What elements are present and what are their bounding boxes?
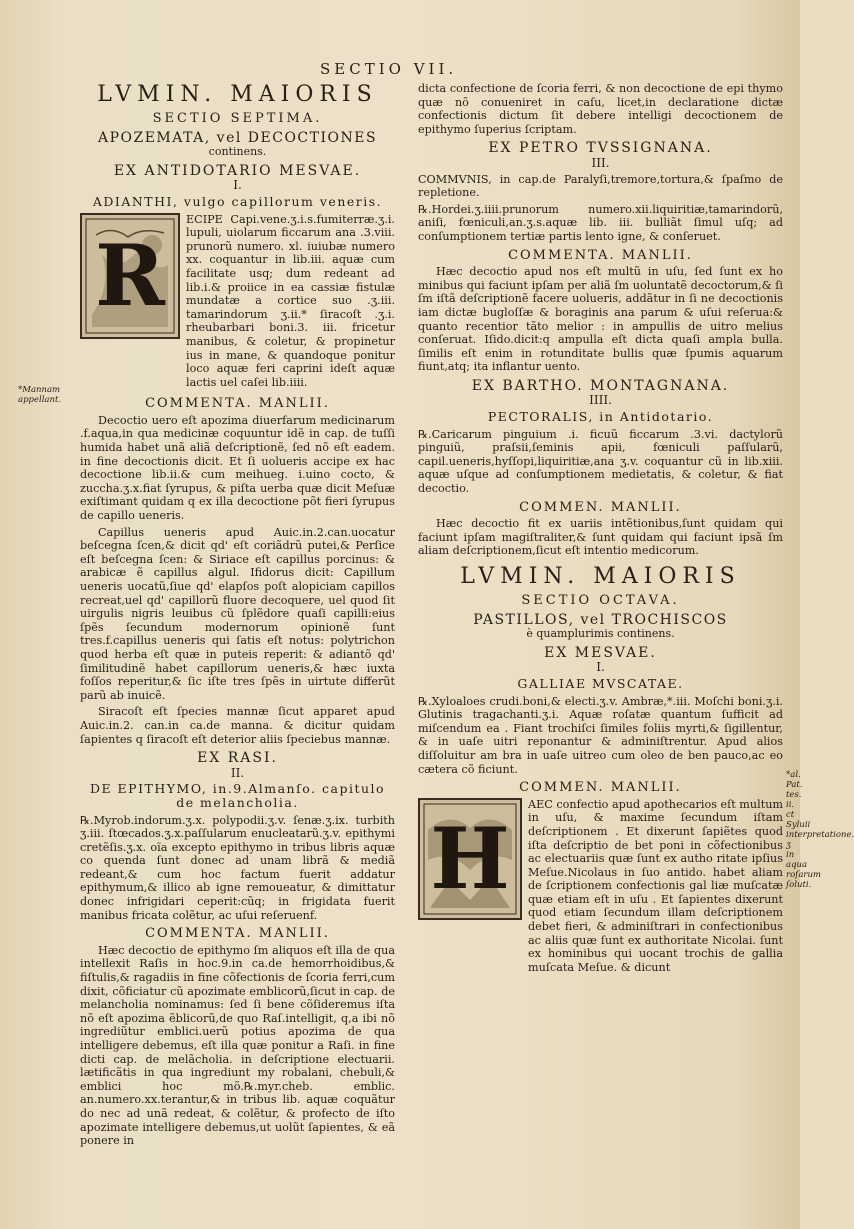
recipe-paragraph: ℞.Xyloaloes crudi.boni,& electi.ʒ.v. Ambræ,*.iii. Moſchi boni.ʒ.i. Glutinis tragachanti.ʒ.i. Aquæ roſatæ quantum ſufficit ad miſcendum ea . Fiant trochiſci ſimiles foliis myrti,& ſigillentur, & in uaſe uitri reponantur & adminiſtrentur. Apud alios diſſoluitur am bra in uaſe uitreo cum oleo de ben pauco,ac eo cætera cõ ficiunt. bbox=[418, 694, 783, 776]
source-heading: EX BARTHO. MONTAGNANA. bbox=[471, 377, 730, 394]
commentary-paragraph: Hæc decoctio de epithymo ſm aliquos eſt illa de qua intellexit Raſis in hoc.9.in ca.de hemorrhoidibus,& fiſtulis,& ragadiis in fine cõfectionis de ſcoria ferri,cum dixit, cõficiatur cũ apozimate emblicorũ,ſicut in cap. de melancholia nominamus: ſed ſi bene cõſideremus iſta nõ eſt apozima ẽblicorũ,de quo Raſ.intelligit, q,a ibi nõ ingrediũtur emblici.uerũ potius apozima de qua intelligere debemus, eſt illa quæ ponitur a Raſi. in fine dicti cap. de melãcholia. in deſcriptione electuarii. lætificãtis in qua ingrediunt my robalani, chebuli,& emblici hoc mõ.℞.myr.cheb. emblic. an.numero.xx.terantur,& in tribus lib. aquæ coquãtur do nec ad unã redeat, & colẽtur, & profecto de iſto apozimate intelligere debemus,ut uolũt ſapientes, & eã ponere in bbox=[80, 943, 395, 1148]
decorated-initial bbox=[80, 213, 180, 339]
source-heading: EX MESVAE. bbox=[544, 644, 657, 661]
recipe-paragraph: ℞.Hordei.ʒ.iiii.prunorum numero.xii.liquiritiæ,tamarindorũ, aniſi, fœniculi,an.ʒ.s.aquæ lib. iii. bulliãt ſimul uſq; ad conſumptionem tertiæ partis lento igne, & conſeruet. bbox=[418, 202, 783, 243]
decorated-initial bbox=[418, 798, 522, 920]
source-heading: EX ANTIDOTARIO MESVAE. bbox=[113, 162, 362, 179]
recipe-title: ADIANTHI, vulgo capillorum veneris. bbox=[92, 193, 383, 209]
chapter-heading-sub: è quamplurimis continens. bbox=[526, 627, 675, 641]
commentary-text bbox=[528, 798, 783, 978]
chapter-heading: PASTILLOS, vel TROCHISCOS bbox=[473, 611, 728, 628]
section-title: LVMIN. MAIORIS bbox=[460, 564, 741, 589]
recipe-title: GALLIAE MVSCATAE. bbox=[517, 675, 684, 691]
commentary-paragraph: Hæc decoctio apud nos eſt multũ in uſu, ſed ſunt ex ho minibus qui faciunt ipſam per aliã ſm uoluntatẽ decoctorum,& ſi ſm iſtã deſcriptionẽ facere uolueris, addãtur in ſi ne decoctionis iam dictæ bugloſſæ & boraginis ana parum & uſui reſerua:& quanto recentior tãto melior : in ampullis de uitro melius conſeruat. Iſido.dicit:q ampulla eſt dicta quaſi ampla bulla. ſimilis eſt enim in rotunditate bullis quæ ſpumis aquarum fiunt,atq; ita inflantur uento. bbox=[418, 265, 783, 374]
commentary-heading: COMMEN. MANLII. bbox=[519, 499, 682, 515]
recipe-title: PECTORALIS, in Antidotario. bbox=[487, 409, 714, 425]
recipe-paragraph: ℞.Caricarum pinguium .i. ficuũ ficcarum .3.vi. dactylorũ pinguiũ, praſsii,ſeminis apii, fœniculi paſſularũ, capil.ueneris,hyſſopi,liquiritiæ,ana ʒ.v. coquantur cũ in lib.xiii. aquæ uſque ad conſumptionem medietatis, & coletur, & fiat decoctio. bbox=[418, 427, 783, 496]
recipe-title: COMMVNIS, in cap.de Paralyſi,tremore,tortura,& ſpaſmo de repletione. bbox=[418, 172, 783, 200]
recipe-paragraph: ℞.Myrob.indorum.ʒ.x. polypodii.ʒ.v. ſenæ.ʒ.ix. turbith ʒ.iii. ſtœcados.ʒ.x.paſſularum enucleatarũ.ʒ.v. epithymi cretẽſis.ʒ.x. oĩa excepto epithymo in tribus libris aquæ co quenda ſunt donec ad unam librã & mediã redeant,& cum hoc factum fuerit addatur epithymum,& illico ab igne remoueatur, & dimittatur donec infrigidari ceperit:cũq; in frigidata fuerit manibus fricata colẽtur, ac uſui reſeruenf. bbox=[80, 813, 395, 922]
commentary-heading: COMMENTA. MANLII. bbox=[508, 247, 693, 263]
commentary-paragraph: Capillus ueneris apud Auic.in.2.can.uocatur beſcegna ſcen,& dicit qd' eſt coriãdrũ putei,& Perſice eſt beſcegna ſcen: & Siriace eſt capillus porcinus: & arabicæ ẽ capillus algul. Ifidorus dicit: Capillum ueneris uocatũ,ſiue qd' elapſos poſt alopiciam capillos recreat,uel qd' capillorũ fluore decoquere, uel quod ſit uirgulis nigris leuibus cũ ſplẽdore quaſi capilli:eius ſpẽs ſecundum modernorum opinionẽ ſunt tres.f.capillus ueneris qui ſatis eſt notus: polytrichon quod herba eſt quæ in puteis reperit: & adiantõ qd' ſimilitudinẽ habet capillorum ueneris,& hæc iuxta foſſos reperitur,& ſic iſte tres ſpẽs in uirtute differũt parũ ab inuicẽ. bbox=[80, 525, 395, 702]
recipe-number: I. bbox=[233, 178, 242, 193]
initial-letter: R bbox=[95, 225, 165, 325]
initial-paragraph bbox=[80, 213, 395, 393]
commentary-heading: COMMENTA. MANLII. bbox=[145, 926, 330, 942]
continued-paragraph: dicta confectione de ſcoria ferri, & non decoctione de epi thymo quæ nõ conueniret in caſu, licet,in declaratione dictæ confectionis dictum ſit debere intelligi decoctionem de epithymo ſuperius ſcriptam. bbox=[418, 82, 783, 136]
margin-note: *al. Pat. tes. ii. ct Syluii interpretatione. ʒ in aqua roſarum ſoluti. bbox=[786, 770, 854, 890]
commentary-paragraph: Hæc decoctio fit ex uariis intẽtionibus,ſunt quidam qui faciunt ipſam magiſtraliter,& ſunt quidam qui faciunt ipsã ſm aliam deſcriptionem,ſicut eſt intentio medicorum. bbox=[418, 517, 783, 558]
recipe-text bbox=[186, 213, 395, 393]
right-column bbox=[418, 82, 783, 979]
recipe-number: III. bbox=[591, 155, 610, 170]
recipe-paragraph: ECIPE Capi.vene.ʒ.i.s.fumiterræ.ʒ.i. lupuli, uiolarum ficcarum ana .3.viii. prunorũ numero. xl. iuiubæ numero xx. coquantur in lib.iii. aquæ cum facilitate usq; dum redeant ad lib.i.& proiice in ea cassiæ fistulæ mundatæ a cortice suo .ʒ.iii. tamarindorum ʒ.ii.* ſiracoſt .ʒ.i. rheubarbari boni.3. iii. fricetur manibus, & coletur, & propinetur ius in mane, & quandoque ponitur loco aquæ feri caprini ideſt aquæ lactis uel caſei lib.iiii. bbox=[186, 212, 395, 389]
commentary-paragraph: AEC confectio apud apothecarios eſt multum in uſu, & maxime ſecundum iſtam deſcriptionem . Et dixerunt ſapiẽtes quod iſta deſcriptio de bet poni in cõfectionibus ac electuariis quæ ſunt ex autho ritate ipſius Meſue.Nicolaus in ſuo antido. habet aliam de ſcriptionem confectionis gal liæ muſcatæ quæ etiam eſt in uſu . Et ſapientes dixerunt quod etiam ſecundum illam deſcriptionem debet fieri, & adminiſtrari in confectionibus ac aliis quæ ſunt ex authoritate Nicolai. ſunt ex hominibus qui uocant trochis de gallia muſcata Meſue. & dicunt bbox=[528, 797, 784, 974]
margin-note: *Mannam appellant. bbox=[18, 385, 62, 405]
initial-letter: H bbox=[430, 808, 510, 908]
recipe-number: IIII. bbox=[589, 393, 612, 408]
section-subtitle: SECTIO SEPTIMA. bbox=[152, 111, 323, 126]
commentary-paragraph: Decoctio uero eſt apozima diuerfarum medicinarum .f.aqua,in qua medicinæ coquuntur idẽ in cap. de tuſſi humida habet unã aliã deſcriptionẽ, ſed nõ eſt eadem. in fine decoctionis dicit. Et ſi uolueris accipe ex hac decoctione lib.ii.& cum meihueg. i.uino cocto, & zuccha.ʒ.x.fiat ſyrupus, & piſta uerba quæ dicit Meſuæ exiſtimant quidam q ex illa decoctione põt fieri ſyrupus de capillo ueneris. bbox=[80, 413, 395, 523]
recipe-number: II. bbox=[230, 765, 245, 780]
left-column bbox=[80, 82, 395, 1151]
running-head: SECTIO VII. bbox=[320, 60, 458, 78]
source-heading: EX RASI. bbox=[197, 750, 278, 767]
chapter-heading: APOZEMATA, vel DECOCTIONES bbox=[97, 129, 378, 146]
recipe-title: DE EPITHYMO, in.9.Almanſo. capitulo de melancholia. bbox=[89, 781, 386, 810]
recipe-number: I. bbox=[596, 660, 605, 675]
section-title: LVMIN. MAIORIS bbox=[97, 82, 378, 107]
commentary-heading: COMMEN. MANLII. bbox=[519, 780, 682, 796]
initial-paragraph bbox=[418, 798, 783, 978]
commentary-heading: COMMENTA. MANLII. bbox=[145, 396, 330, 412]
chapter-heading-sub: continens. bbox=[208, 145, 267, 159]
source-heading: EX PETRO TVSSIGNANA. bbox=[488, 140, 713, 157]
section-subtitle: SECTIO OCTAVA. bbox=[521, 593, 680, 608]
commentary-paragraph: Siracoſt eſt ſpecies mannæ ſicut apparet apud Auic.in.2. can.in ca.de manna. & dicitur quidam ſapientes q ſiracoſt eſt deterior aliis ſpeciebus mannæ. bbox=[80, 705, 395, 746]
